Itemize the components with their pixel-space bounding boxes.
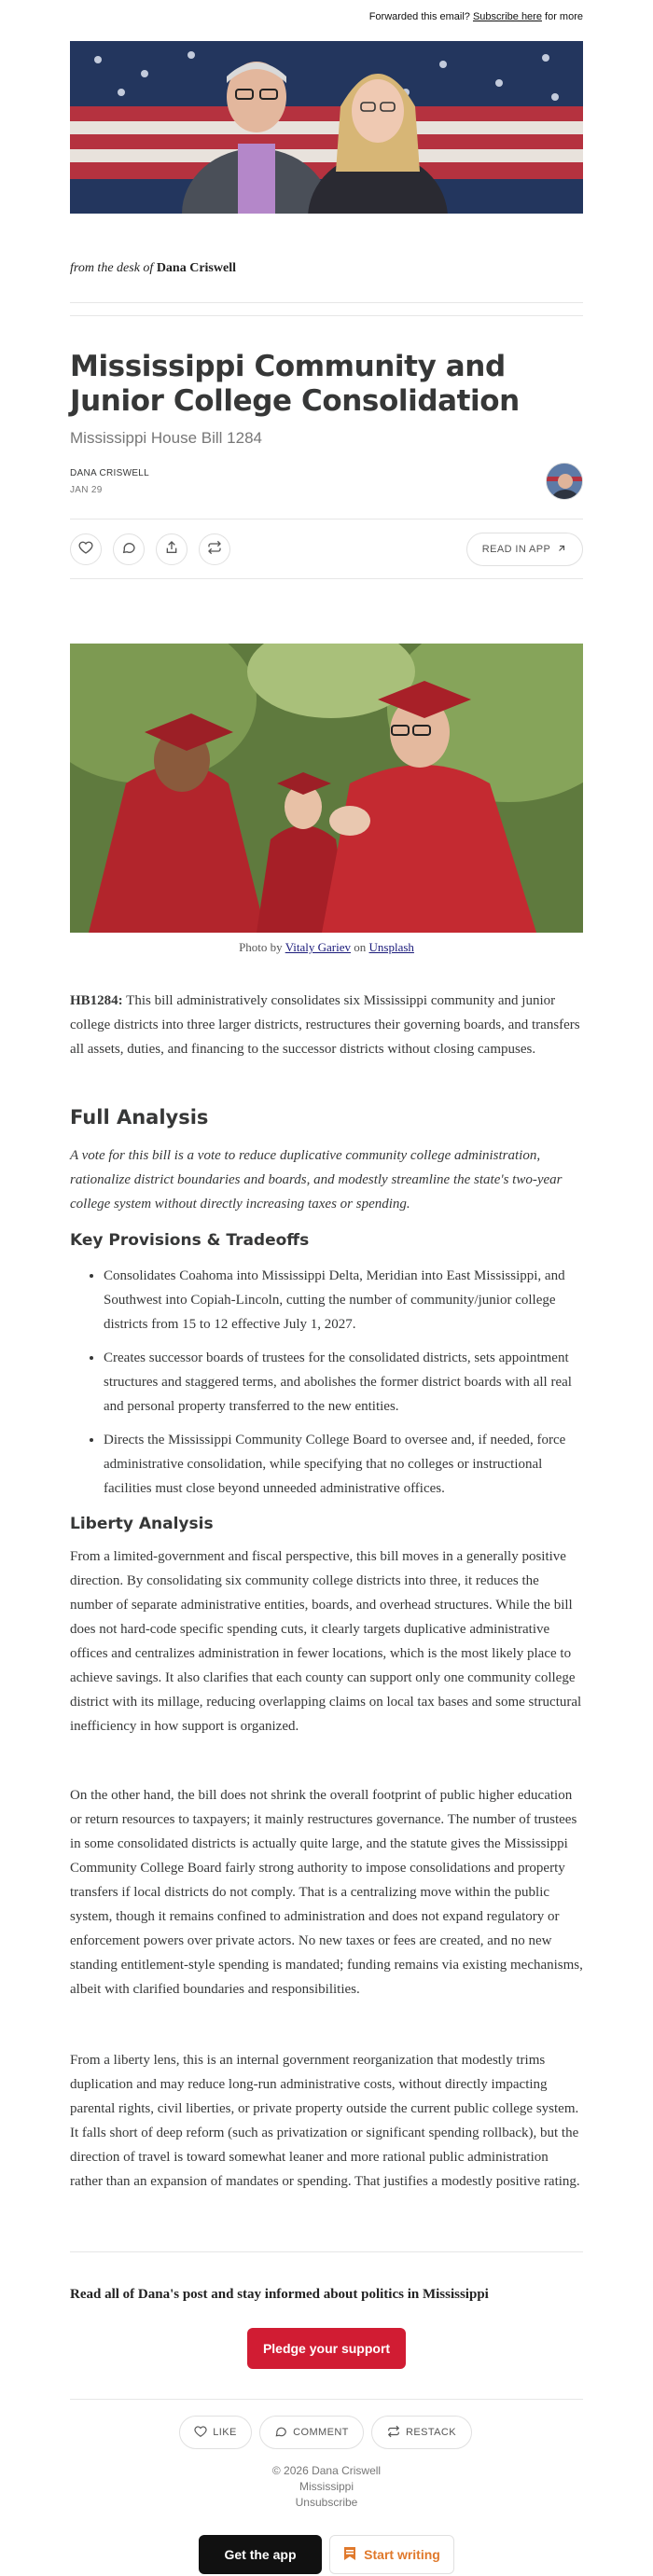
bill-summary-text: This bill administratively consolidates six Mississippi community and junior college districts into three larger districts, restructures their governing boards, and transfers all assets, duties, and financing to the successor districts without closing campuses. [70,993,580,1057]
divider [70,2399,583,2400]
graduation-photo[interactable] [70,644,583,933]
liberty-paragraph-1: From a limited-government and fiscal perspective, this bill moves in a generally positive direction. By consolidating six community college districts into three, it reduces the number of separate administrative entities, boards, and overhead structures. While the bill does not hard-code specific spending cuts, it clearly targets duplicative administrative offices and centralizes administration in fewer locations, which is the most likely place to achieve savings. It also clarifies that each county can support only one community college district with its millage, reducing overlapping claims on local tax bases and some structural inefficiency in how support is organized. [70,1549,582,1734]
comment-button[interactable] [113,533,145,565]
read-in-app-button[interactable] [466,533,583,566]
unsubscribe-link[interactable]: Unsubscribe [295,2496,358,2509]
post-title[interactable]: Mississippi Community and Junior College Consolidation [70,350,520,418]
list-item: • Creates successor boards of trustees for the consolidated districts, sets appointment structures and staggered terms, and abolishes the former district boards with all real and personal property transferred to the new entities. [104,1346,583,1419]
bill-summary [70,989,583,1061]
start-writing-button[interactable] [329,2535,454,2574]
forward-suffix: for more [545,11,583,22]
bookmark-icon [343,2546,356,2564]
comment-icon [274,2425,287,2441]
comment-pill-button[interactable] [259,2416,364,2449]
bill-number: HB1284: [70,993,123,1008]
divider [70,315,583,316]
restack-icon [387,2425,400,2441]
desk-byline [70,261,236,276]
read-in-app-label: READ IN APP [481,544,551,555]
share-button[interactable] [156,533,188,565]
comment-label: COMMENT [293,2427,349,2438]
pledge-support-button[interactable]: Pledge your support [247,2328,406,2369]
desk-name: Dana Criswell [156,261,236,275]
comment-icon [121,540,136,560]
restack-pill-button[interactable] [371,2416,472,2449]
subscribe-link[interactable]: Subscribe here [472,11,542,22]
post-date: JAN 29 [70,485,103,495]
provisions-heading: Key Provisions & Tradeoffs [70,1231,310,1250]
forward-notice [369,11,583,22]
cta-text: Read all of Dana's post and stay informed about politics in Mississippi [70,2287,489,2302]
like-label: LIKE [213,2427,237,2438]
share-icon [164,540,179,560]
restack-label: RESTACK [406,2427,456,2438]
like-pill-button[interactable] [179,2416,252,2449]
liberty-paragraph-3: From a liberty lens, this is an internal government reorganization that modestly trims duplication and may reduce long-run administrative costs, without directly impacting parental rights, civil liberties, or private property outside the current public college system. It falls short of deep reform (such as privatization or significant spending rollback), but the direction of travel is toward somewhat leaner and more rational public administration rather than an expansion of mandates or spending. That justifies a modestly positive rating. [70,2053,580,2189]
desk-prefix: from the desk of [70,261,154,275]
caption-mid: on [354,940,367,954]
liberty-heading: Liberty Analysis [70,1515,214,1533]
post-subtitle: Mississippi House Bill 1284 [70,429,262,447]
unsplash-link[interactable]: Unsplash [368,940,414,954]
divider [70,302,583,303]
like-button[interactable] [70,533,102,565]
heart-icon [78,540,93,560]
footer-location: Mississippi [299,2480,354,2493]
divider [70,578,583,579]
arrow-up-right-icon [556,543,567,557]
heart-icon [194,2425,207,2441]
list-item: • Consolidates Coahoma into Mississippi Delta, Meridian into East Mississippi, and Southwest into Copiah-Lincoln, cutting the number of community/junior college districts from 15 to 12 effective July 1, 2027. [104,1264,583,1336]
liberty-paragraph-2: On the other hand, the bill does not shrink the overall footprint of public higher education or return resources to taxpayers; it mainly restructures governance. The number of trustees in some consolidated districts is actually quite large, and the statute gives the Mississippi Community College Board fairly strong authority to impose consolidations and property transfers if local districts do not comply. That is a centralizing move within the public system, though it remains confined to administration and does not expand regulatory or enforcement powers over private actors. No new taxes or fees are created, and no new standing entitlement-style spending is mandated; funding remains via existing mechanisms, albeit with clarified boundaries and responsibilities. [70,1788,583,1997]
footer-copyright: © 2026 Dana Criswell [271,2464,382,2477]
photographer-link[interactable]: Vitaly Gariev [285,940,352,954]
caption-prefix: Photo by [239,940,283,954]
divider [70,2251,583,2252]
author-avatar[interactable] [546,463,583,500]
provisions-list [70,1264,583,1510]
restack-button[interactable] [199,533,230,565]
restack-icon [207,540,222,560]
full-analysis-intro: A vote for this bill is a vote to reduce duplicative community college administration, rationalize district boundaries and boards, and modestly streamline the state's two-year college system without directly increasing taxes or spending. [70,1148,563,1212]
hero-image [70,41,583,214]
list-item: • Directs the Mississippi Community College Board to oversee and, if needed, force administrative consolidation, while specifying that no colleges or instructional facilities must close beyond unneeded administrative offices. [104,1428,583,1501]
get-the-app-button[interactable]: Get the app [199,2535,322,2574]
photo-caption [70,940,583,955]
full-analysis-heading: Full Analysis [70,1106,209,1129]
forward-text: Forwarded this email? [368,11,470,22]
post-author[interactable]: DANA CRISWELL [70,468,150,478]
start-writing-label: Start writing [364,2547,440,2562]
